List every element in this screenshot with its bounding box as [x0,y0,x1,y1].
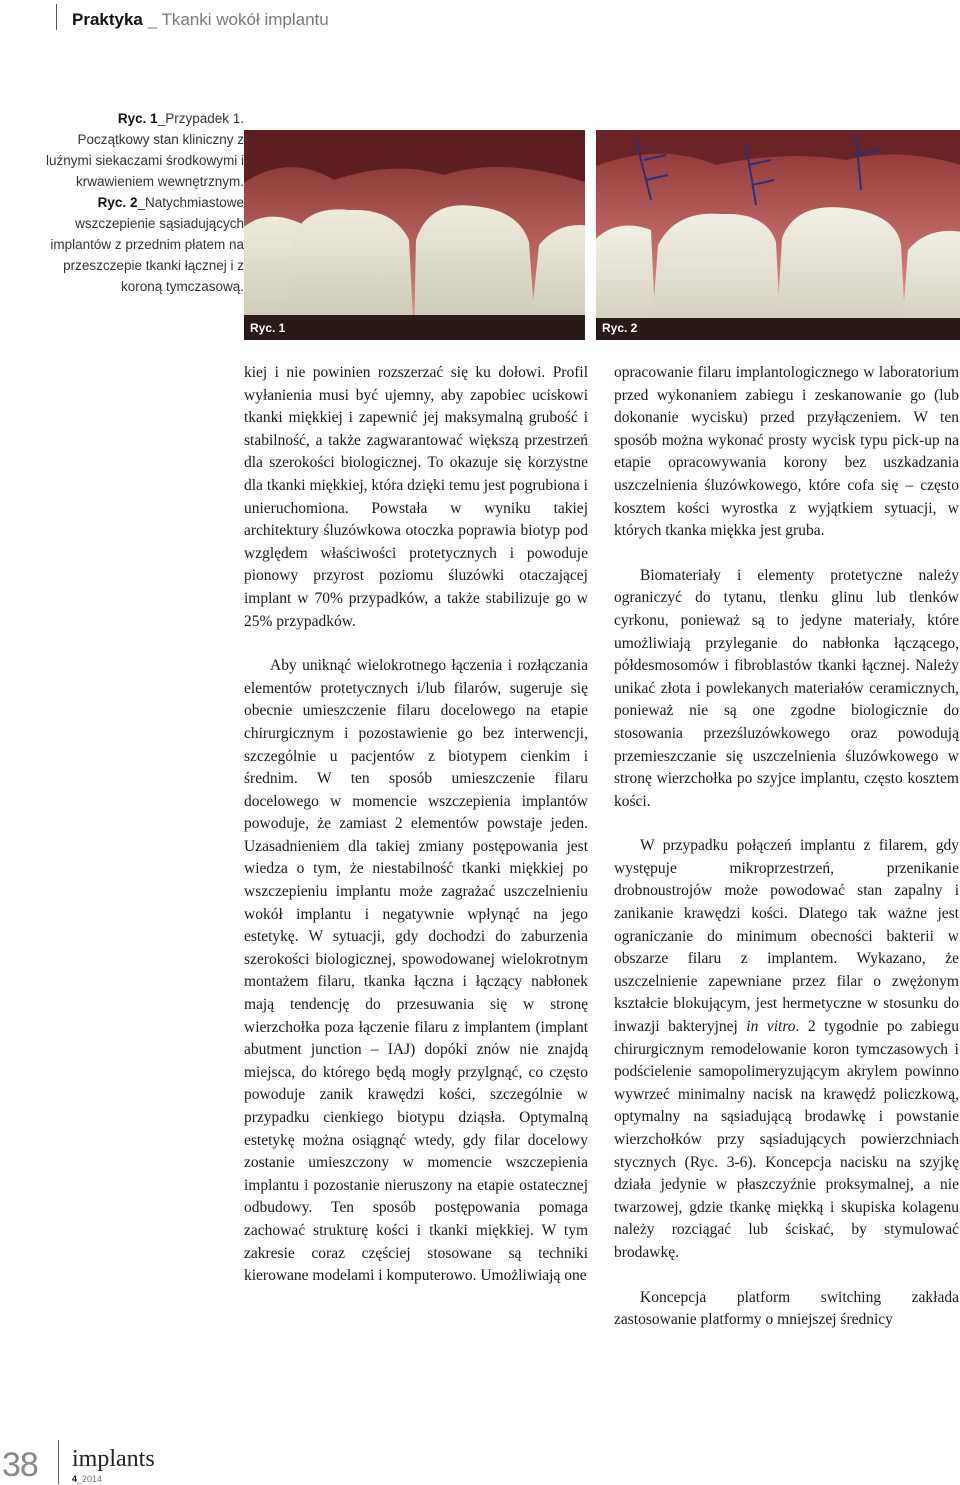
paragraph: opracowanie filaru implantologicznego w laboratorium przed wykonaniem zabiegu i zeskanowanie go (lub dokonanie wycisku) przed przyłączeniem. W ten sposób można wykonać prosty wycisk typu pick-up na etapie opracowywania korony bez uszkadzania uszczelnienia śluzówkowego, które cofa się – często kosztem kości wyrostka z wyjątkiem sytuacji, w których tkanka miękka jest gruba. [614,364,959,540]
caption-2-ref: Ryc. 2 [97,195,138,210]
figure-2-photo [596,130,960,340]
caption-1-text: _Przypadek 1. Początkowy stan kliniczny z luźnymi siekaczami środkowymi i krwawieniem wewnętrznym. [45,111,244,189]
header-separator: _ [142,10,162,29]
caption-2 [44,192,244,297]
issue-year: _2014 [77,1474,103,1484]
article-column-middle [244,362,588,1288]
paragraph-text: W przypadku połączeń implantu z filarem, gdy występuje mikroprzestrzeń, przenikanie drobnoustrojów może powodować stan zapalny i zanikanie krawędzi kości. Dlatego tak ważne jest ograniczanie do minimum obecności bakterii w obszarze filaru z implantem. Wykazano, że uszczelnienie zapewniane przez filar o zwężonym kształcie blokującym, jest hermetyczne w stosunku do inwazji bakteryjnej [614,837,959,1036]
figure-captions [44,108,244,297]
page-number: 38 [2,1446,38,1484]
magazine-logo: implants [72,1446,155,1472]
issue-info [72,1474,102,1484]
caption-2-text: _Natychmiastowe wszczepienie sąsiadujących implantów z przednim płatem na przeszczepie tkanki łącznej i z koroną tymczasową. [50,195,244,294]
paragraph-italic: in vitro [746,1018,796,1036]
caption-1-ref: Ryc. 1 [117,111,158,126]
paragraph [614,835,959,1264]
paragraph: Aby uniknąć wielokrotnego łączenia i rozłączania elementów protetycznych i/lub filarów, sugeruje się obecnie umieszczenie filaru docelowego na etapie chirurgicznym i pozostawienie go bez interwencji, szczególnie u pacjentów z biotypem cienkim i średnim. W ten sposób umieszczenie filaru docelowego w momencie wszczepienia implantów powoduje, że zamiast 2 elementów powstaje jeden. Uzasadnieniem dla takiej zmiany postępowania jest wiedza o tym, że niestabilność tkanki miękkiej po wszczepieniu implantu może zagrażać uszczelnieniu wokół implantu i negatywnie wpłynąć na jego estetykę. W sytuacji, gdy dochodzi do zaburzenia szerokości biologicznej, spowodowanej wielokrotnym montażem filaru, tkanka łączna i łączący nabłonek mają tendencję do przesuwania się w stronę wierzchołka poza łączenie filaru z implantem (implant abutment junction – IAJ) dopóki znów nie znajdą miejsca, do którego będą mogły przylgnąć, co często powoduje zanik krawędzi kości, szczególnie w przypadku cienkiego biotypu dziąsła. Optymalną estetykę można osiągnąć wtedy, gdy filar docelowy zostanie umieszczony w momencie wszczepienia implantu i pozostanie nieruszony na etapie ostatecznej odbudowy. Ten sposób postępowania pomaga zachować strukturę kości i tkanki miękkiej. W tym zakresie coraz częściej stosowane są techniki kierowane modelami i komputerowo. Umożliwiają one [244,657,588,1285]
header-section: Praktyka [72,10,143,29]
paragraph: Koncepcja platform switching zakłada zastosowanie platformy o mniejszej średnicy [614,1288,959,1329]
figure-2-illustration [596,130,960,340]
running-header [72,10,329,30]
paragraph: Biomateriały i elementy protetyczne należy ograniczyć do tytanu, tlenku glinu lub tlenków cyrkonu, ponieważ są to jedyne materiały, które umożliwiają przyleganie do nabłonka łączącego, półdesmosomów i fibroblastów tkanki łącznej. Należy unikać złota i powlekanych materiałów ceramicznych, ponieważ nie są one zgodne biologicznie do stosowania przezśluzówkowego oraz powodują przemieszczanie się uszczelnienia śluzówkowego w stronę wierzchołka po szyjce implantu, często kosztem kości. [614,566,959,810]
figure-2-label: Ryc. 2 [602,321,638,335]
issue-number: 4 [72,1474,78,1484]
figure-1-label: Ryc. 1 [250,321,286,335]
figure-1-photo [244,130,585,340]
paragraph-text: . 2 tygodnie po zabiegu chirurgicznym remodelowanie koron tymczasowych i podścielenie samopolimeryzującym akrylem powinno wywrzeć minimalny nacisk na krawędź policzkową, optymalny na sąsiadującą brodawkę i powstanie wierzchołków przy sąsiadujących powierzchniach stycznych (Ryc. 3-6). Koncepcja nacisku na szyjkę działa jedynie w płaszczyźnie proksymalnej, a nie twarzowej, gdzie tkankę miękką i skupiska kolagenu należy rozciągać lub ściskać, by stymulować brodawkę. [614,1018,959,1261]
header-divider [56,4,57,30]
paragraph: kiej i nie powinien rozszerzać się ku dołowi. Profil wyłanienia musi być ujemny, aby zapobiec uciskowi tkanki miękkiej i zapewnić jej maksymalną grubość i stabilność, a także zagwarantować większą przestrzeń dla szerokości biologicznej. To okazuje się korzystne dla tkanki miękkiej, która dzięki temu jest pogrubiona i unieruchomiona. Powstała w wyniku takiej architektury śluzówkowa otoczka poprawia biotyp pod względem właściwości protetycznych i powoduje pionowy przyrost poziomu śluzówki otaczającej implant w 70% przypadków, a także stabilizuje go w 25% przypadków. [244,364,588,630]
figure-1-illustration [244,130,585,340]
footer-divider [58,1440,59,1484]
caption-1 [44,108,244,192]
article-column-right [614,362,959,1332]
header-topic: Tkanki wokół implantu [161,10,329,29]
